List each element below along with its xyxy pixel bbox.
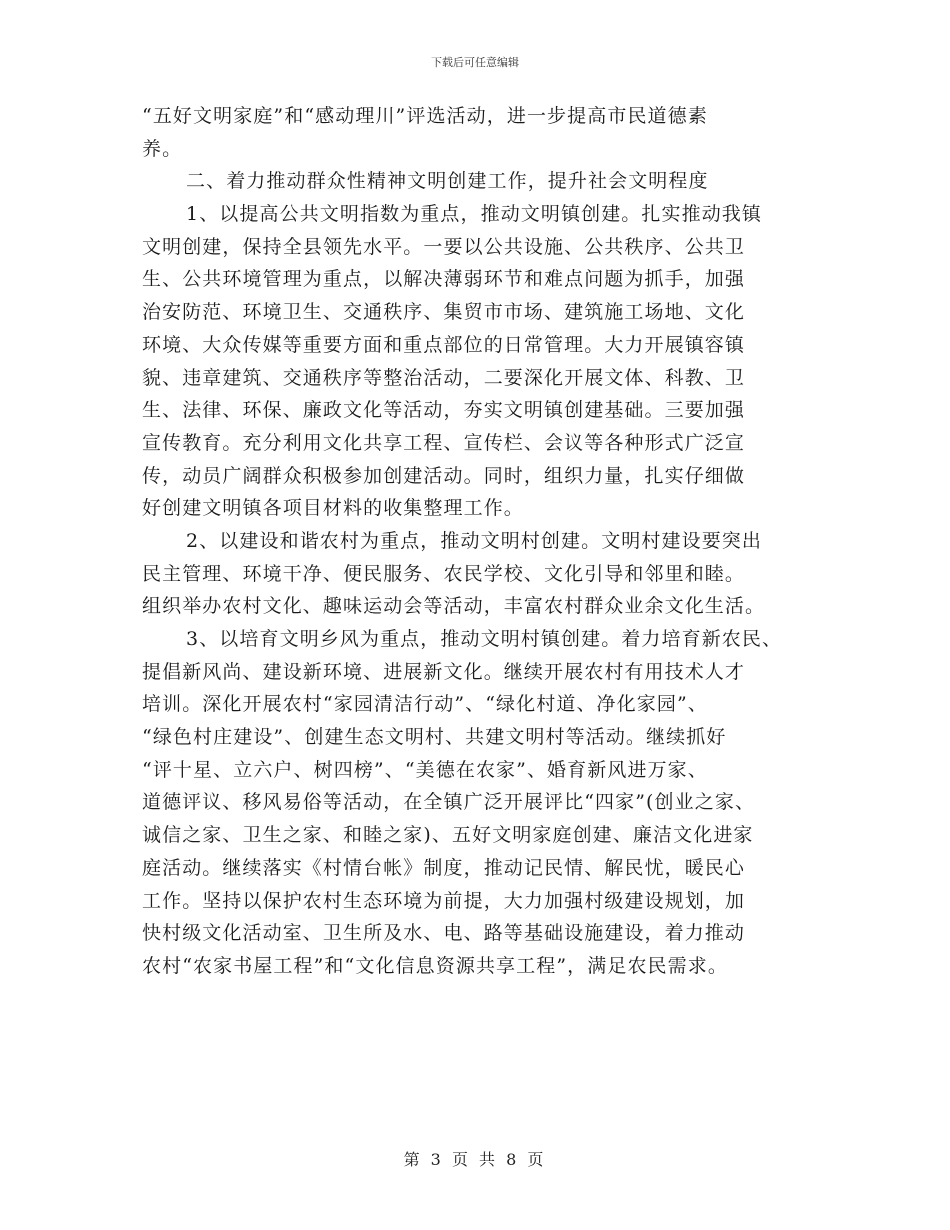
page-number-footer: 第 3 页 共 8 页 bbox=[403, 1150, 547, 1169]
body-line: “绿色村庄建设”、创建生态文明村、共建文明村等活动。继续抓好 bbox=[142, 726, 727, 749]
body-line: 民主管理、环境干净、便民服务、农民学校、文化引导和邻里和睦。 bbox=[142, 562, 746, 585]
body-line: 养。 bbox=[142, 137, 183, 160]
paragraph-first-line: 2、以建设和谐农村为重点，推动文明村创建。文明村建设要突出 bbox=[186, 529, 762, 552]
paragraph-first-line: 3、以培育文明乡风为重点，推动文明村镇创建。着力培育新农民、 bbox=[186, 628, 783, 650]
body-line: “评十星、立六户、树四榜”、“美德在农家”、婚育新风进万家、 bbox=[142, 758, 708, 781]
body-line: 农村“农家书屋工程”和“文化信息资源共享工程”，满足农民需求。 bbox=[142, 954, 728, 977]
body-line: 治安防范、环境卫生、交通秩序、集贸市市场、建筑施工场地、文化 bbox=[142, 301, 746, 324]
body-line: 生、公共环境管理为重点，以解决薄弱环节和难点问题为抓手，加强 bbox=[142, 268, 746, 291]
body-line: 好创建文明镇各项目材料的收集整理工作。 bbox=[142, 497, 524, 520]
body-line: 工作。坚持以保护农村生态环境为前提，大力加强村级建设规划，加 bbox=[142, 889, 746, 912]
body-line: 快村级文化活动室、卫生所及水、电、路等基础设施建设，着力推动 bbox=[142, 922, 746, 945]
section-heading: 二、着力推动群众性精神文明创建工作，提升社会文明程度 bbox=[186, 170, 709, 193]
body-line: 提倡新风尚、建设新环境、进展新文化。继续开展农村有用技术人才 bbox=[142, 660, 746, 683]
body-line: 培训。深化开展农村“家园清洁行动”、“绿化村道、净化家园”、 bbox=[142, 693, 708, 716]
body-line: 组织举办农村文化、趣味运动会等活动，丰富农村群众业余文化生活。 bbox=[142, 595, 766, 618]
body-line: 庭活动。继续落实《村情台帐》制度，推动记民情、解民忧，暖民心 bbox=[142, 856, 746, 879]
body-line: 生、法律、环保、廉政文化等活动，夯实文明镇创建基础。三要加强 bbox=[142, 399, 746, 422]
paragraph-first-line: 1、以提高公共文明指数为重点，推动文明镇创建。扎实推动我镇 bbox=[186, 203, 762, 226]
body-line: 貌、违章建筑、交通秩序等整治活动，二要深化开展文体、科教、卫 bbox=[142, 366, 746, 389]
body-line: 环境、大众传媒等重要方面和重点部位的日常管理。大力开展镇容镇 bbox=[142, 333, 746, 356]
body-line: “五好文明家庭”和“感动理川”评选活动，进一步提高市民道德素 bbox=[142, 105, 708, 127]
body-line: 道德评议、移风易俗等活动，在全镇广泛开展评比“四家”(创业之家、 bbox=[142, 791, 756, 814]
document-body bbox=[142, 100, 814, 983]
body-line: 文明创建，保持全县领先水平。一要以公共设施、公共秩序、公共卫 bbox=[142, 235, 746, 258]
body-line: 宣传教育。充分利用文化共享工程、宣传栏、会议等各种形式广泛宣 bbox=[142, 431, 746, 454]
body-line: 诚信之家、卫生之家、和睦之家)、五好文明家庭创建、廉洁文化进家 bbox=[142, 824, 754, 847]
page-header-note: 下载后可任意编辑 bbox=[431, 56, 519, 69]
body-line: 传，动员广阔群众积极参加创建活动。同时，组织力量，扎实仔细做 bbox=[142, 464, 746, 487]
